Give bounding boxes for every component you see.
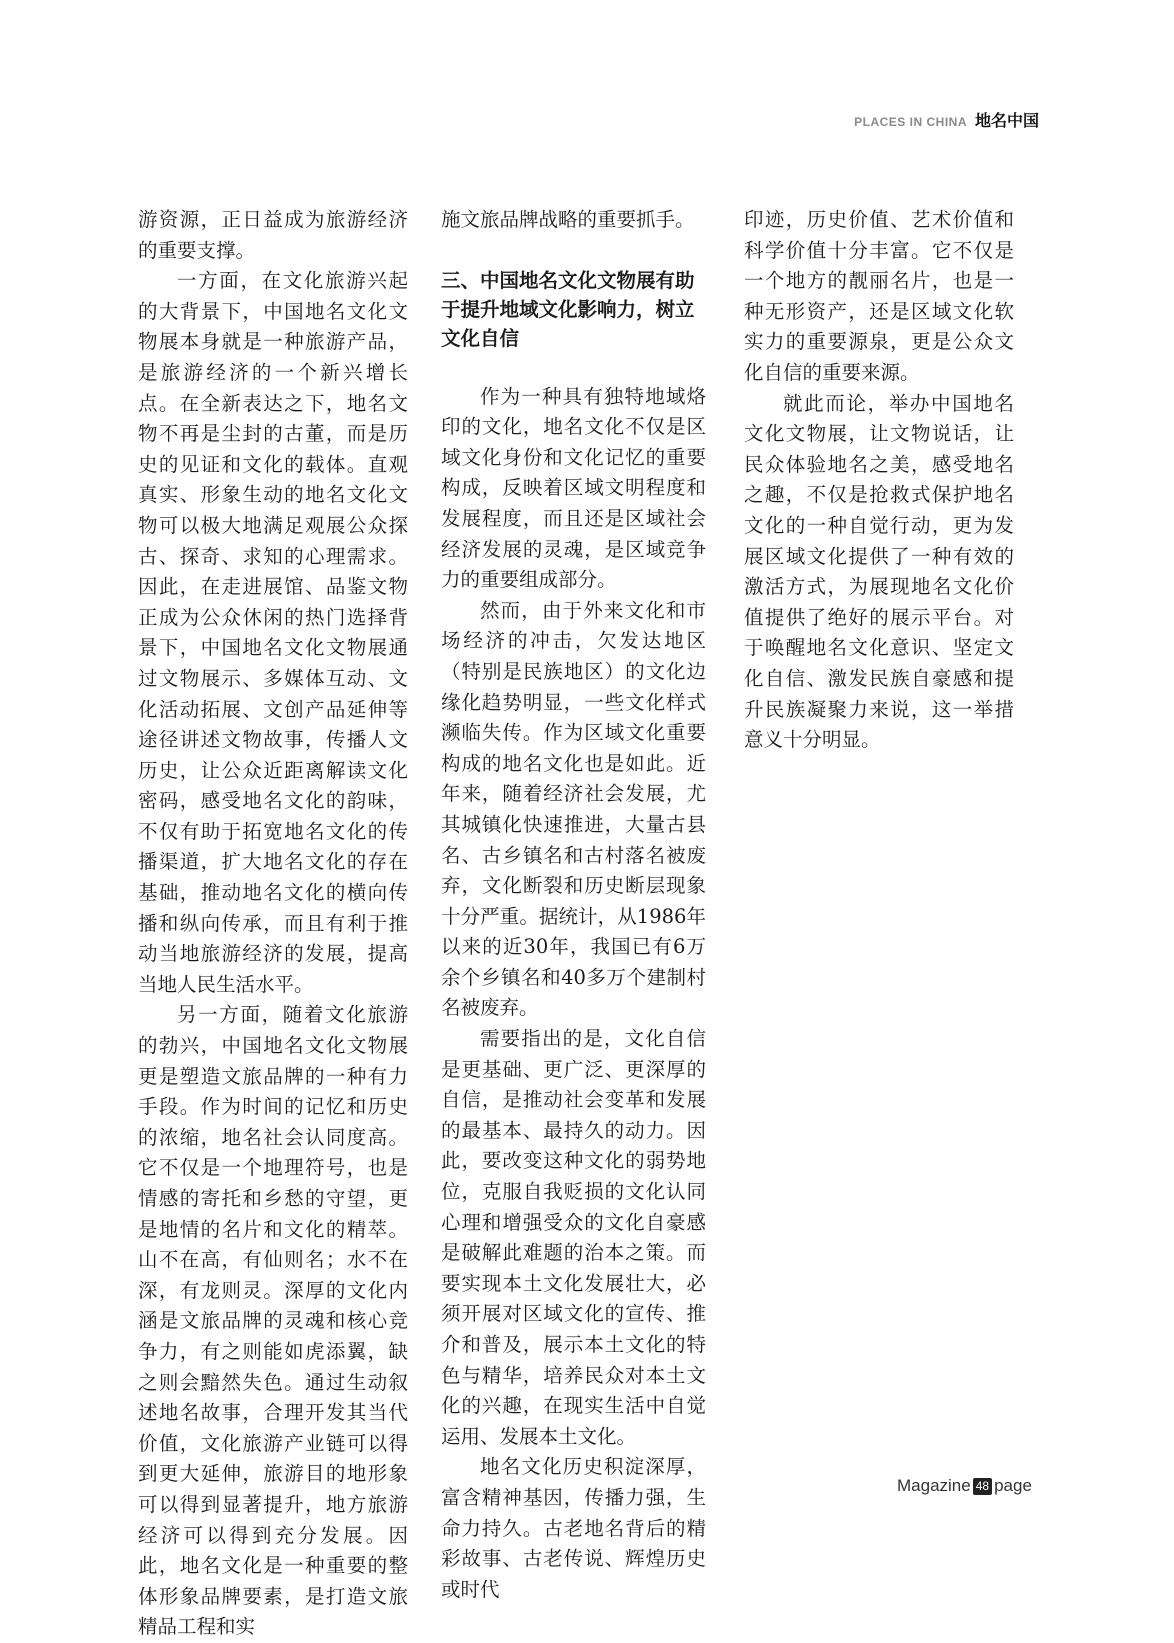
paragraph: 然而，由于外来文化和市场经济的冲击，欠发达地区（特别是民族地区）的文化边缘化趋势明显，一些文化样式濒临失传。作为区域文化重要构成的地名文化也是如此。近年来，随着经济社会发展，尤其城镇化快速推进，大量古县名、古乡镇名和古村落名被废弃，文化断裂和历史断层现象十分严重。据统计，从1986年以来的近30年，我国已有6万余个乡镇名和40多万个建制村名被废弃。: [441, 598, 706, 1020]
page-number: 48: [973, 1478, 992, 1495]
paragraph: 印迹，历史价值、艺术价值和科学价值十分丰富。它不仅是一个地方的靓丽名片，也是一种无形资产，还是区域文化软实力的重要源泉，更是公众文化自信的重要来源。: [744, 208, 1014, 384]
paragraph: 施文旅品牌战略的重要抓手。: [441, 208, 695, 231]
column-3: [744, 205, 1014, 756]
paragraph: 游资源，正日益成为旅游经济的重要支撑。: [138, 208, 408, 262]
paragraph: 需要指出的是，文化自信是更基础、更广泛、更深厚的自信，是推动社会变革和发展的最基本、最持久的动力。因此，要改变这种文化的弱势地位，克服自我贬损的文化认同心理和增强受众的文化自豪感是破解此难题的治本之策。而要实现本土文化发展壮大，必须开展对区域文化的宣传、推介和普及，展示本土文化的特色与精华，培养民众对本土文化的兴趣，在现实生活中自觉运用、发展本土文化。: [441, 1027, 706, 1448]
column-2: [441, 205, 706, 1605]
header-chinese: 地名中国: [974, 111, 1039, 130]
running-header: [854, 108, 1039, 131]
column-1: [138, 205, 408, 1643]
footer-magazine: Magazine: [897, 1476, 971, 1495]
paragraph: 就此而论，举办中国地名文化文物展，让文物说话，让民众体验地名之美，感受地名之趣，不仅是抢救式保护地名文化的一种自觉行动，更为发展区域文化提供了一种有效的激活方式，为展现地名文化价值提供了绝好的展示平台。对于唤醒地名文化意识、坚定文化自信、激发民族自豪感和提升民族凝聚力来说，这一举措意义十分明显。: [744, 391, 1014, 752]
paragraph: 另一方面，随着文化旅游的勃兴，中国地名文化文物展更是塑造文旅品牌的一种有力手段。作为时间的记忆和历史的浓缩，地名社会认同度高。它不仅是一个地理符号，也是情感的寄托和乡愁的守望，更是地情的名片和文化的精萃。山不在高，有仙则名；水不在深，有龙则灵。深厚的文化内涵是文旅品牌的灵魂和核心竞争力，有之则能如虎添翼，缺之则会黯然失色。通过生动叙述地名故事，合理开发其当代价值，文化旅游产业链可以得到更大延伸，旅游目的地形象可以得到显著提升，地方旅游经济可以得到充分发展。因此，地名文化是一种重要的整体形象品牌要素，是打造文旅精品工程和实: [138, 1003, 408, 1639]
paragraph: 作为一种具有独特地域烙印的文化，地名文化不仅是区域文化身份和文化记忆的重要构成，反映着区域文明程度和发展程度，而且还是区域社会经济发展的灵魂，是区域竞争力的重要组成部分。: [441, 384, 706, 592]
page-footer: [897, 1476, 1032, 1496]
header-english: PLACES IN CHINA: [854, 115, 967, 129]
footer-page: page: [994, 1476, 1032, 1495]
paragraph: 地名文化历史积淀深厚，富含精神基因，传播力强，生命力持久。古老地名背后的精彩故事、古老传说、辉煌历史或时代: [441, 1455, 706, 1601]
section-heading: 三、中国地名文化文物展有助于提升地域文化影响力，树立文化自信: [441, 268, 695, 350]
paragraph: 一方面，在文化旅游兴起的大背景下，中国地名文化文物展本身就是一种旅游产品，是旅游经济的一个新兴增长点。在全新表达之下，地名文物不再是尘封的古董，而是历史的见证和文化的载体。直观真实、形象生动的地名文化文物可以极大地满足观展公众探古、探奇、求知的心理需求。因此，在走进展馆、品鉴文物正成为公众休闲的热门选择背景下，中国地名文化文物展通过文物展示、多媒体互动、文化活动拓展、文创产品延伸等途径讲述文物故事，传播人文历史，让公众近距离解读文化密码，感受地名文化的韵味，不仅有助于拓宽地名文化的传播渠道，扩大地名文化的存在基础，推动地名文化的横向传播和纵向传承，而且有利于推动当地旅游经济的发展，提高当地人民生活水平。: [138, 269, 408, 996]
